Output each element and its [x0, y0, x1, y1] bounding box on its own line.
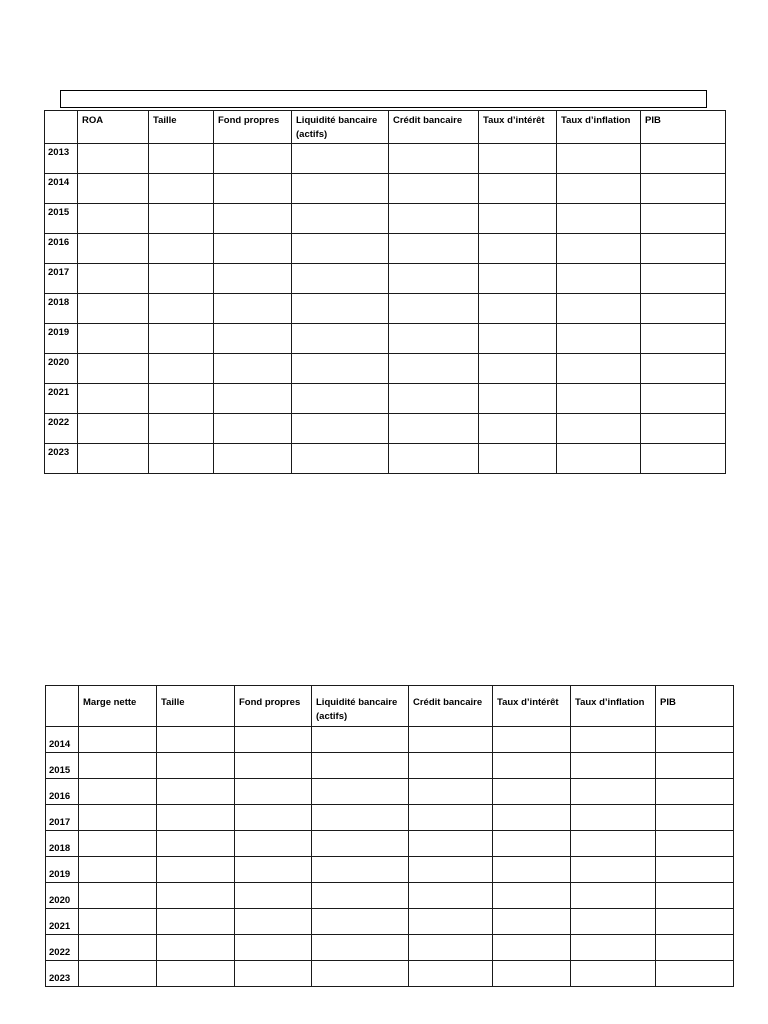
year-label: 2021	[45, 383, 78, 413]
empty-data-cell[interactable]	[78, 293, 149, 323]
empty-data-cell[interactable]	[235, 909, 312, 935]
empty-data-cell[interactable]	[78, 173, 149, 203]
column-header: PIB	[656, 686, 734, 727]
empty-data-cell[interactable]	[78, 383, 149, 413]
empty-data-cell[interactable]	[389, 323, 479, 353]
year-label: 2023	[46, 961, 79, 987]
empty-data-cell[interactable]	[157, 727, 235, 753]
empty-data-cell[interactable]	[149, 263, 214, 293]
table-row	[45, 203, 726, 233]
empty-data-cell[interactable]	[157, 909, 235, 935]
empty-data-cell[interactable]	[149, 443, 214, 473]
empty-data-cell[interactable]	[389, 233, 479, 263]
table-row	[45, 293, 726, 323]
year-label: 2020	[45, 353, 78, 383]
table-row	[46, 727, 734, 753]
empty-data-cell[interactable]	[292, 173, 389, 203]
empty-data-cell[interactable]	[493, 831, 571, 857]
empty-data-cell[interactable]	[157, 805, 235, 831]
empty-data-cell[interactable]	[292, 383, 389, 413]
empty-data-cell[interactable]	[78, 353, 149, 383]
empty-data-cell[interactable]	[493, 805, 571, 831]
empty-data-cell[interactable]	[493, 753, 571, 779]
empty-data-cell[interactable]	[79, 935, 157, 961]
empty-data-cell[interactable]	[79, 727, 157, 753]
empty-data-cell[interactable]	[409, 935, 493, 961]
empty-data-cell[interactable]	[312, 753, 409, 779]
table-row	[45, 413, 726, 443]
column-header: Taux d’intérêt	[493, 686, 571, 727]
empty-data-cell[interactable]	[479, 203, 557, 233]
empty-data-cell[interactable]	[479, 173, 557, 203]
empty-data-cell[interactable]	[571, 883, 656, 909]
empty-data-cell[interactable]	[79, 805, 157, 831]
empty-data-cell[interactable]	[557, 443, 641, 473]
empty-data-cell[interactable]	[571, 909, 656, 935]
table-row	[45, 353, 726, 383]
empty-data-cell[interactable]	[557, 263, 641, 293]
column-header: Taux d’intérêt	[479, 111, 557, 144]
empty-data-cell[interactable]	[157, 935, 235, 961]
empty-data-cell[interactable]	[409, 727, 493, 753]
empty-data-cell[interactable]	[235, 779, 312, 805]
empty-data-cell[interactable]	[235, 831, 312, 857]
empty-data-cell[interactable]	[479, 233, 557, 263]
empty-data-cell[interactable]	[78, 263, 149, 293]
empty-data-cell[interactable]	[479, 323, 557, 353]
table-row	[45, 323, 726, 353]
empty-data-cell[interactable]	[641, 143, 726, 173]
column-header: Liquidité bancaire (actifs)	[312, 686, 409, 727]
empty-data-cell[interactable]	[641, 413, 726, 443]
empty-data-cell[interactable]	[656, 753, 734, 779]
empty-data-cell[interactable]	[656, 857, 734, 883]
empty-data-cell[interactable]	[292, 293, 389, 323]
empty-data-cell[interactable]	[312, 935, 409, 961]
empty-data-cell[interactable]	[656, 883, 734, 909]
column-header: Marge nette	[79, 686, 157, 727]
table-row	[46, 909, 734, 935]
empty-data-cell[interactable]	[78, 323, 149, 353]
empty-data-cell[interactable]	[78, 143, 149, 173]
empty-data-cell[interactable]	[214, 323, 292, 353]
empty-data-cell[interactable]	[656, 909, 734, 935]
empty-data-cell[interactable]	[78, 203, 149, 233]
empty-data-cell[interactable]	[571, 727, 656, 753]
indicators-table-marge-nette	[45, 685, 734, 987]
year-label: 2017	[45, 263, 78, 293]
empty-data-cell[interactable]	[493, 961, 571, 987]
table-row	[45, 443, 726, 473]
table-row	[46, 961, 734, 987]
empty-data-cell[interactable]	[641, 263, 726, 293]
empty-data-cell[interactable]	[557, 173, 641, 203]
empty-data-cell[interactable]	[641, 173, 726, 203]
empty-data-cell[interactable]	[157, 831, 235, 857]
empty-data-cell[interactable]	[656, 779, 734, 805]
empty-data-cell[interactable]	[312, 961, 409, 987]
table-row	[46, 857, 734, 883]
empty-data-cell[interactable]	[571, 935, 656, 961]
empty-data-cell[interactable]	[292, 323, 389, 353]
empty-data-cell[interactable]	[389, 413, 479, 443]
empty-data-cell[interactable]	[214, 203, 292, 233]
empty-data-cell[interactable]	[78, 233, 149, 263]
column-header: Crédit bancaire	[389, 111, 479, 144]
corner-cell	[45, 111, 78, 144]
empty-data-cell[interactable]	[312, 909, 409, 935]
empty-data-cell[interactable]	[641, 323, 726, 353]
year-label: 2021	[46, 909, 79, 935]
empty-data-cell[interactable]	[493, 857, 571, 883]
header-row	[45, 111, 726, 144]
empty-data-cell[interactable]	[493, 883, 571, 909]
empty-data-cell[interactable]	[479, 263, 557, 293]
empty-data-cell[interactable]	[641, 443, 726, 473]
empty-data-cell[interactable]	[409, 753, 493, 779]
empty-data-cell[interactable]	[149, 413, 214, 443]
empty-data-cell[interactable]	[79, 857, 157, 883]
empty-data-cell[interactable]	[157, 883, 235, 909]
empty-data-cell[interactable]	[479, 353, 557, 383]
empty-data-cell[interactable]	[235, 935, 312, 961]
empty-data-cell[interactable]	[235, 753, 312, 779]
empty-data-cell[interactable]	[292, 143, 389, 173]
empty-data-cell[interactable]	[79, 779, 157, 805]
year-label: 2019	[46, 857, 79, 883]
empty-data-cell[interactable]	[235, 883, 312, 909]
column-header: Liquidité bancaire (actifs)	[292, 111, 389, 144]
table-row	[45, 233, 726, 263]
empty-data-cell[interactable]	[571, 961, 656, 987]
year-label: 2018	[45, 293, 78, 323]
year-label: 2022	[46, 935, 79, 961]
column-header: PIB	[641, 111, 726, 144]
empty-data-cell[interactable]	[493, 779, 571, 805]
empty-data-cell[interactable]	[409, 805, 493, 831]
empty-data-cell[interactable]	[292, 233, 389, 263]
empty-data-cell[interactable]	[409, 857, 493, 883]
column-header: Fond propres	[235, 686, 312, 727]
empty-data-cell[interactable]	[214, 293, 292, 323]
empty-data-cell[interactable]	[641, 203, 726, 233]
empty-data-cell[interactable]	[479, 413, 557, 443]
empty-data-cell[interactable]	[493, 935, 571, 961]
empty-data-cell[interactable]	[149, 203, 214, 233]
table-row	[46, 883, 734, 909]
empty-data-cell[interactable]	[389, 353, 479, 383]
empty-data-cell[interactable]	[214, 353, 292, 383]
empty-data-cell[interactable]	[571, 805, 656, 831]
empty-data-cell[interactable]	[493, 909, 571, 935]
empty-data-cell[interactable]	[292, 203, 389, 233]
empty-data-cell[interactable]	[214, 413, 292, 443]
empty-data-cell[interactable]	[557, 293, 641, 323]
empty-data-cell[interactable]	[641, 383, 726, 413]
empty-data-cell[interactable]	[409, 909, 493, 935]
year-label: 2023	[45, 443, 78, 473]
empty-data-cell[interactable]	[389, 203, 479, 233]
empty-data-cell[interactable]	[389, 383, 479, 413]
column-header: Taille	[149, 111, 214, 144]
empty-data-cell[interactable]	[409, 779, 493, 805]
empty-data-cell[interactable]	[292, 263, 389, 293]
empty-data-cell[interactable]	[571, 753, 656, 779]
empty-data-cell[interactable]	[389, 173, 479, 203]
table-row	[45, 173, 726, 203]
empty-data-cell[interactable]	[479, 383, 557, 413]
empty-data-cell[interactable]	[79, 961, 157, 987]
year-label: 2016	[46, 779, 79, 805]
year-label: 2016	[45, 233, 78, 263]
empty-data-cell[interactable]	[312, 779, 409, 805]
empty-data-cell[interactable]	[149, 323, 214, 353]
empty-data-cell[interactable]	[479, 143, 557, 173]
empty-data-cell[interactable]	[656, 727, 734, 753]
empty-data-cell[interactable]	[557, 413, 641, 443]
empty-data-cell[interactable]	[157, 857, 235, 883]
empty-data-cell[interactable]	[214, 383, 292, 413]
empty-data-cell[interactable]	[312, 857, 409, 883]
empty-data-cell[interactable]	[292, 353, 389, 383]
empty-data-cell[interactable]	[656, 961, 734, 987]
column-header: Fond propres	[214, 111, 292, 144]
year-label: 2015	[46, 753, 79, 779]
column-header: Taille	[157, 686, 235, 727]
year-label: 2014	[45, 173, 78, 203]
year-label: 2022	[45, 413, 78, 443]
table-row	[46, 935, 734, 961]
empty-data-cell[interactable]	[557, 233, 641, 263]
empty-data-cell[interactable]	[557, 353, 641, 383]
empty-data-cell[interactable]	[235, 857, 312, 883]
empty-data-cell[interactable]	[641, 353, 726, 383]
empty-data-cell[interactable]	[149, 293, 214, 323]
empty-data-cell[interactable]	[292, 443, 389, 473]
table-row	[46, 831, 734, 857]
empty-data-cell[interactable]	[479, 293, 557, 323]
empty-data-cell[interactable]	[157, 961, 235, 987]
empty-data-cell[interactable]	[157, 753, 235, 779]
empty-data-cell[interactable]	[557, 203, 641, 233]
year-label: 2020	[46, 883, 79, 909]
empty-data-cell[interactable]	[571, 831, 656, 857]
column-header: Taux d’inflation	[571, 686, 656, 727]
empty-data-cell[interactable]	[214, 233, 292, 263]
year-label: 2013	[45, 143, 78, 173]
year-label: 2018	[46, 831, 79, 857]
table-row	[45, 143, 726, 173]
empty-data-cell[interactable]	[656, 831, 734, 857]
table-row	[46, 753, 734, 779]
empty-data-cell[interactable]	[557, 383, 641, 413]
column-header: ROA	[78, 111, 149, 144]
year-label: 2015	[45, 203, 78, 233]
empty-data-cell[interactable]	[214, 173, 292, 203]
empty-data-cell[interactable]	[79, 883, 157, 909]
empty-data-cell[interactable]	[493, 727, 571, 753]
year-label: 2019	[45, 323, 78, 353]
table-row	[46, 779, 734, 805]
empty-data-cell[interactable]	[557, 143, 641, 173]
empty-data-cell[interactable]	[292, 413, 389, 443]
empty-data-cell[interactable]	[656, 805, 734, 831]
empty-data-cell[interactable]	[641, 233, 726, 263]
empty-data-cell[interactable]	[79, 753, 157, 779]
empty-data-cell[interactable]	[479, 443, 557, 473]
empty-data-cell[interactable]	[214, 143, 292, 173]
empty-data-cell[interactable]	[149, 383, 214, 413]
empty-data-cell[interactable]	[312, 727, 409, 753]
empty-data-cell[interactable]	[409, 831, 493, 857]
empty-data-cell[interactable]	[235, 961, 312, 987]
empty-data-cell[interactable]	[389, 263, 479, 293]
empty-data-cell[interactable]	[409, 961, 493, 987]
year-label: 2017	[46, 805, 79, 831]
column-header: Crédit bancaire	[409, 686, 493, 727]
empty-data-cell[interactable]	[157, 779, 235, 805]
empty-data-cell[interactable]	[312, 831, 409, 857]
empty-data-cell[interactable]	[389, 143, 479, 173]
empty-data-cell[interactable]	[78, 443, 149, 473]
year-label: 2014	[46, 727, 79, 753]
empty-data-cell[interactable]	[312, 805, 409, 831]
empty-data-cell[interactable]	[571, 857, 656, 883]
table-row	[46, 805, 734, 831]
empty-data-cell[interactable]	[235, 805, 312, 831]
empty-data-cell[interactable]	[389, 293, 479, 323]
empty-data-cell[interactable]	[312, 883, 409, 909]
empty-data-cell[interactable]	[571, 779, 656, 805]
empty-data-cell[interactable]	[389, 443, 479, 473]
indicators-table-roa	[44, 110, 726, 474]
empty-data-cell[interactable]	[409, 883, 493, 909]
empty-data-cell[interactable]	[641, 293, 726, 323]
empty-data-cell[interactable]	[149, 173, 214, 203]
table-row	[45, 383, 726, 413]
empty-data-cell[interactable]	[149, 233, 214, 263]
empty-data-cell[interactable]	[78, 413, 149, 443]
table-row	[45, 263, 726, 293]
empty-data-cell[interactable]	[214, 443, 292, 473]
empty-data-cell[interactable]	[149, 143, 214, 173]
header-row	[46, 686, 734, 727]
empty-data-cell[interactable]	[79, 831, 157, 857]
empty-data-cell[interactable]	[149, 353, 214, 383]
empty-data-cell[interactable]	[656, 935, 734, 961]
table-title-box	[60, 90, 707, 108]
empty-data-cell[interactable]	[235, 727, 312, 753]
corner-cell	[46, 686, 79, 727]
column-header: Taux d’inflation	[557, 111, 641, 144]
empty-data-cell[interactable]	[79, 909, 157, 935]
empty-data-cell[interactable]	[214, 263, 292, 293]
empty-data-cell[interactable]	[557, 323, 641, 353]
